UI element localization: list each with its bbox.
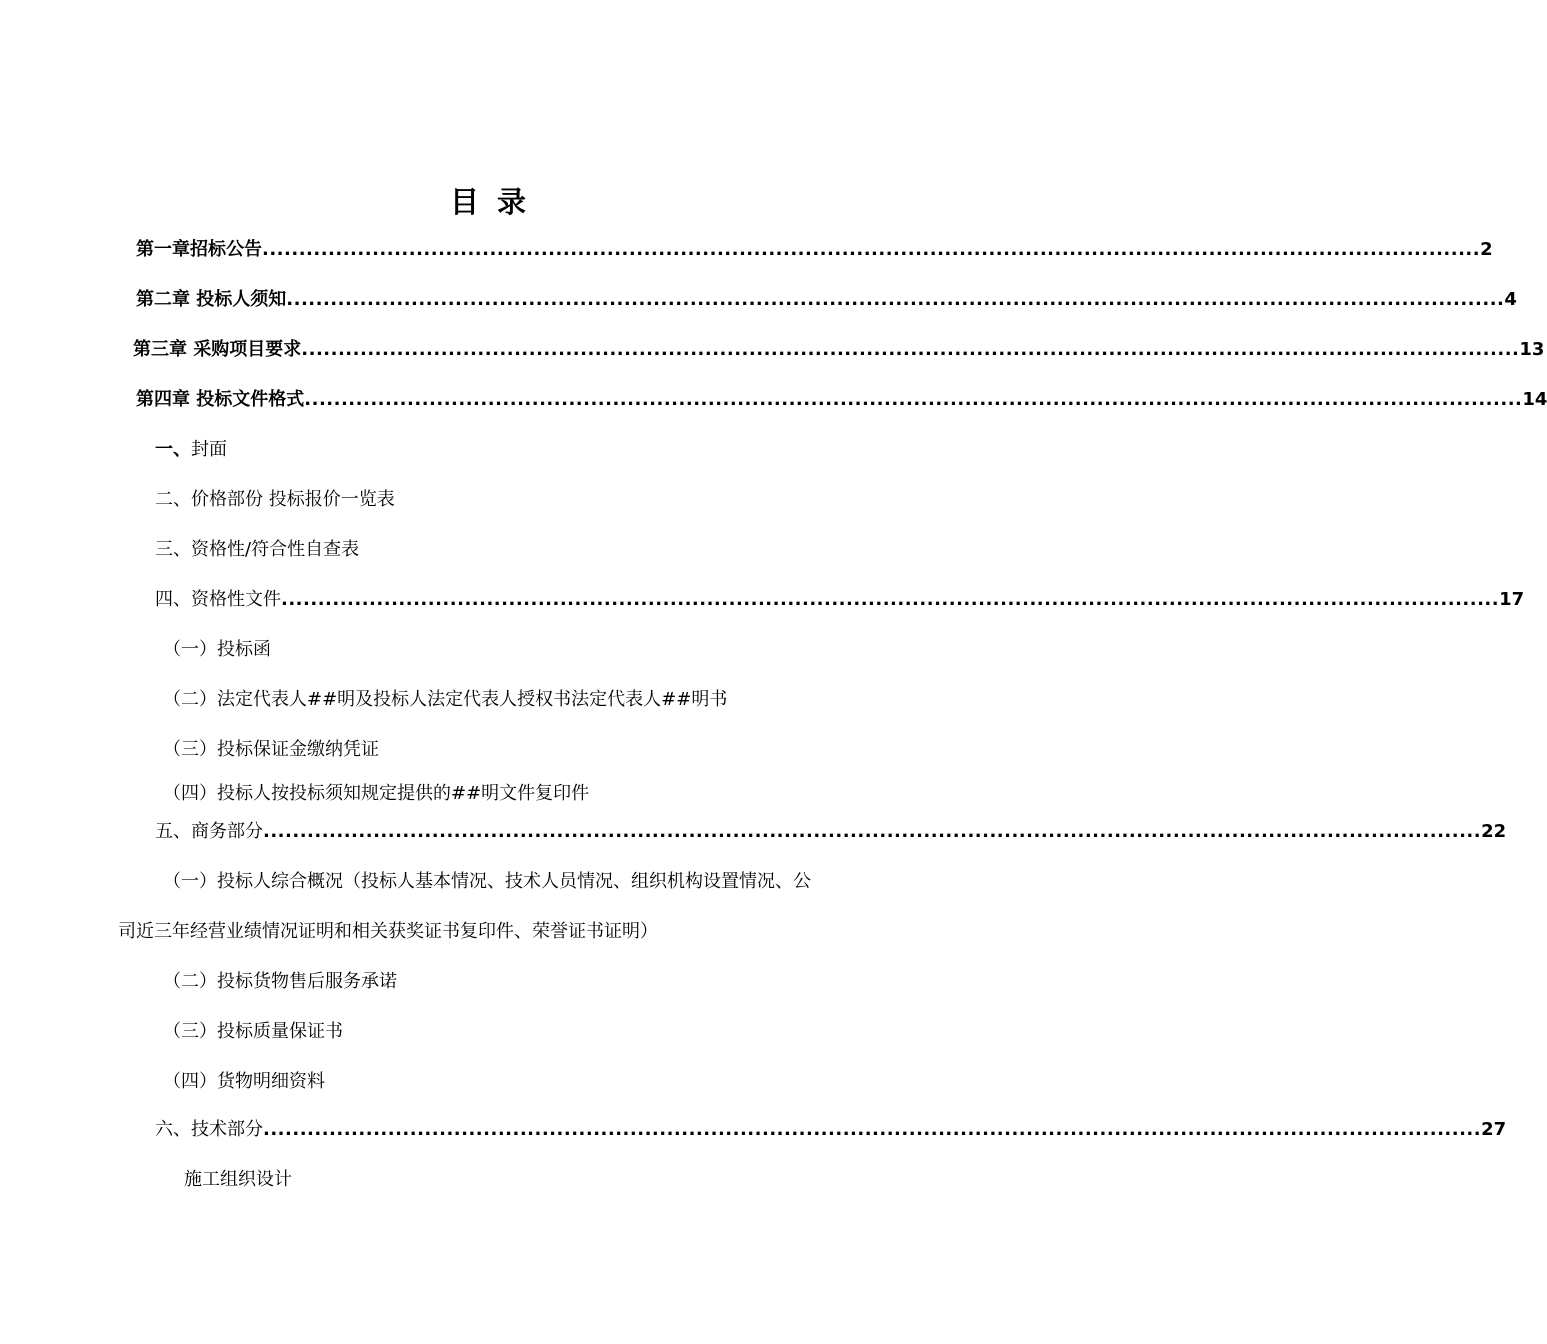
toc-entry-section-3[interactable] <box>155 536 359 564</box>
dot-leader: ...................................................................................................................................................................... <box>304 389 1523 410</box>
toc-entry-chapter-4[interactable] <box>136 386 1547 414</box>
toc-subentry-4-4[interactable] <box>163 780 589 808</box>
toc-entry-label: 第二章 投标人须知 <box>136 289 287 310</box>
toc-entry-label: 六、技术部分 <box>155 1119 263 1140</box>
section-label: 三、资格性/符合性自查表 <box>155 539 360 560</box>
toc-entry-label: 第一章招标公告 <box>136 239 262 260</box>
dot-leader: ...................................................................................................................................................................... <box>281 589 1500 610</box>
subentry-label: （一）投标人综合概况（投标人基本情况、技术人员情况、组织机构设置情况、公 <box>163 871 811 892</box>
toc-entry-page: 2 <box>1480 239 1493 260</box>
toc-entry-chapter-2[interactable] <box>136 286 1517 314</box>
subentry-label: （四）投标人按投标须知规定提供的##明文件复印件 <box>163 783 590 804</box>
toc-entry-section-4[interactable] <box>155 586 1525 614</box>
dot-leader: ...................................................................................................................................................................... <box>301 339 1520 360</box>
toc-entry-section-2[interactable] <box>155 486 395 514</box>
subentry-label: （二）投标货物售后服务承诺 <box>163 971 397 992</box>
toc-subentry-6-1[interactable] <box>184 1166 292 1194</box>
toc-subentry-4-1[interactable] <box>163 636 271 664</box>
toc-entry-page: 14 <box>1522 389 1547 410</box>
toc-entry-page: 22 <box>1481 821 1507 842</box>
toc-subentry-5-4[interactable] <box>163 1068 325 1096</box>
dot-leader: ...................................................................................................................................................................... <box>286 289 1505 310</box>
toc-entry-section-6[interactable] <box>155 1116 1507 1144</box>
subentry-label: （一）投标函 <box>163 639 271 660</box>
toc-entry-page: 13 <box>1519 339 1545 360</box>
section-label: 封面 <box>191 439 227 460</box>
dot-leader: ...................................................................................................................................................................... <box>263 821 1482 842</box>
section-number: 一、 <box>155 439 191 460</box>
toc-entry-page: 17 <box>1499 589 1525 610</box>
toc-entry-page: 27 <box>1481 1119 1507 1140</box>
toc-subentry-5-1-line-1[interactable] <box>163 868 811 896</box>
subentry-label: 司近三年经营业绩情况证明和相关获奖证书复印件、荣誉证书证明） <box>118 921 658 942</box>
toc-subentry-4-2[interactable] <box>163 686 727 714</box>
toc-entry-section-5[interactable] <box>155 818 1507 846</box>
subentry-label: （四）货物明细资料 <box>163 1071 325 1092</box>
toc-title: 目 录 <box>449 185 531 219</box>
toc-subentry-5-2[interactable] <box>163 968 397 996</box>
toc-entry-section-1[interactable] <box>155 436 227 464</box>
dot-leader: ...................................................................................................................................................................... <box>263 1119 1482 1140</box>
subentry-label: （三）投标保证金缴纳凭证 <box>163 739 379 760</box>
toc-entry-chapter-1[interactable] <box>136 236 1493 264</box>
toc-subentry-4-3[interactable] <box>163 736 379 764</box>
subentry-label: （二）法定代表人##明及投标人法定代表人授权书法定代表人##明书 <box>163 689 728 710</box>
subentry-label: （三）投标质量保证书 <box>163 1021 343 1042</box>
toc-entry-chapter-3[interactable] <box>133 336 1545 364</box>
toc-subentry-5-3[interactable] <box>163 1018 343 1046</box>
subentry-label: 施工组织设计 <box>184 1169 292 1190</box>
toc-subentry-5-1-line-2[interactable] <box>118 918 658 946</box>
dot-leader: ...................................................................................................................................................................... <box>262 239 1481 260</box>
toc-entry-label: 第四章 投标文件格式 <box>136 389 305 410</box>
toc-entry-label: 五、商务部分 <box>155 821 263 842</box>
toc-entry-page: 4 <box>1504 289 1517 310</box>
toc-entry-label: 第三章 采购项目要求 <box>133 339 302 360</box>
toc-entry-label: 四、资格性文件 <box>155 589 281 610</box>
section-label: 二、价格部份 投标报价一览表 <box>155 489 395 510</box>
